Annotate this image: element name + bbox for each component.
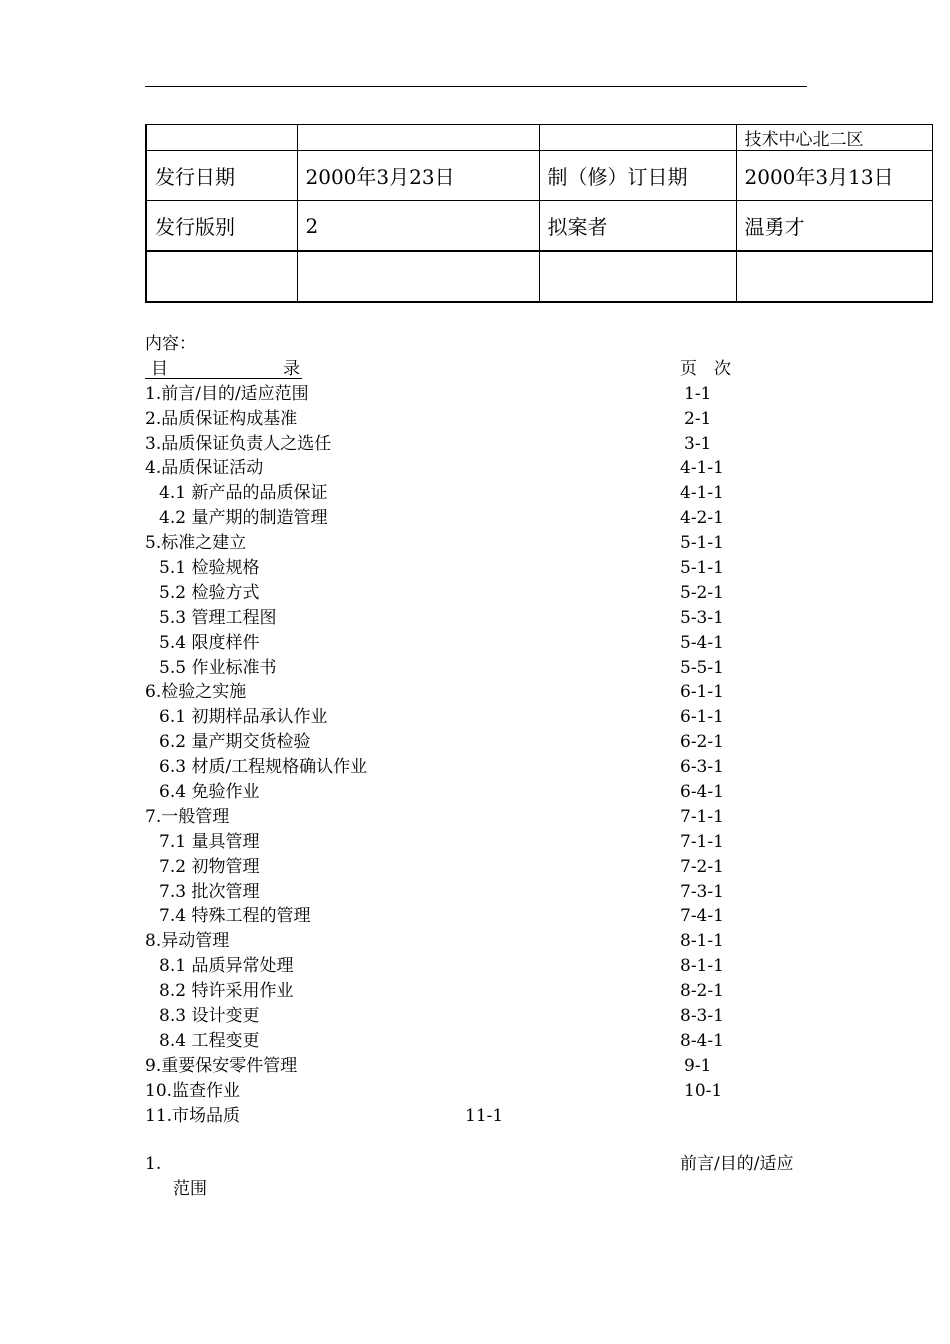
toc-entry — [145, 1004, 845, 1029]
toc-entry-title: 8.4 工程变更 — [159, 1030, 260, 1051]
toc-entry — [145, 631, 845, 656]
info-table-cell: 温勇才 — [736, 201, 932, 252]
toc-entry-page: 8-2-1 — [680, 981, 724, 1002]
toc-entry-title: 5.1 检验规格 — [159, 558, 260, 579]
toc-entry-page: 4-1-1 — [680, 458, 724, 479]
toc-entry — [145, 929, 845, 954]
toc-entry-title: 4.1 新产品的品质保证 — [159, 483, 328, 504]
toc-entry — [145, 805, 845, 830]
info-table-cell — [539, 251, 736, 302]
info-table-cell — [297, 251, 539, 302]
toc-entry-title: 5.2 检验方式 — [159, 582, 260, 603]
toc-entry — [145, 855, 845, 880]
toc-entry — [145, 1104, 845, 1129]
document-info-table — [145, 124, 933, 303]
toc-entry-title: 7.2 初物管理 — [159, 856, 260, 877]
toc-entry-title: 4.2 量产期的制造管理 — [159, 508, 328, 529]
toc-entry-title: 2.品质保证构成基准 — [145, 408, 298, 429]
toc-entry — [145, 656, 845, 681]
toc-header — [145, 357, 845, 382]
toc-entry — [145, 481, 845, 506]
toc-entry — [145, 730, 845, 755]
info-table-row — [146, 125, 932, 151]
toc-entry-page: 5-3-1 — [680, 607, 724, 628]
toc-entry-page: 5-2-1 — [680, 582, 724, 603]
toc-entry-page: 11-1 — [465, 1105, 504, 1126]
info-table-cell: 技术中心北二区 — [736, 125, 932, 151]
toc-entry — [145, 904, 845, 929]
toc-entry-title: 7.一般管理 — [145, 806, 230, 827]
toc-entry — [145, 606, 845, 631]
toc-entry-page: 4-2-1 — [680, 508, 724, 529]
toc-entry-page: 6-1-1 — [680, 682, 724, 703]
info-table-cell — [736, 251, 932, 302]
toc-entry-title: 5.4 限度样件 — [159, 632, 260, 653]
info-table-cell: 拟案者 — [539, 201, 736, 252]
toc-entry — [145, 979, 845, 1004]
toc-entry-page: 4-1-1 — [680, 483, 724, 504]
toc-entry — [145, 755, 845, 780]
toc-entry — [145, 581, 845, 606]
toc-entry — [145, 1054, 845, 1079]
toc-entry — [145, 830, 845, 855]
toc-entry-page: 6-2-1 — [680, 732, 724, 753]
toc-entry-page: 6-4-1 — [680, 782, 724, 803]
info-table-cell: 2000年3月13日 — [736, 151, 932, 201]
info-table-cell: 发行版别 — [146, 201, 297, 252]
toc-entry — [145, 880, 845, 905]
toc-entry — [145, 407, 845, 432]
toc-entry — [145, 954, 845, 979]
toc-entry-title: 7.1 量具管理 — [159, 831, 260, 852]
toc-header-mu: 目 — [151, 358, 168, 379]
toc-entry — [145, 432, 845, 457]
info-table-cell — [146, 251, 297, 302]
toc-entry-title: 9.重要保安零件管理 — [145, 1055, 298, 1076]
toc-entry-page: 7-1-1 — [680, 831, 724, 852]
toc-entry-page: 6-1-1 — [680, 707, 724, 728]
toc-entry — [145, 780, 845, 805]
toc-entry-title: 8.2 特许采用作业 — [159, 981, 294, 1002]
info-table-row — [146, 251, 932, 302]
toc-entry-title: 6.2 量产期交货检验 — [159, 732, 311, 753]
section-number: 1. — [145, 1154, 162, 1174]
toc-entry-page: 9-1 — [684, 1055, 712, 1076]
toc-entry-title: 8.1 品质异常处理 — [159, 956, 294, 977]
toc-entry-page: 7-2-1 — [680, 856, 724, 877]
toc-entry-title: 6.3 材质/工程规格确认作业 — [159, 757, 368, 778]
toc-entry-page: 10-1 — [684, 1080, 723, 1101]
toc-entry-title: 5.3 管理工程图 — [159, 607, 277, 628]
toc-intro: 内容： — [145, 334, 196, 354]
header-rule — [145, 86, 807, 87]
toc-entry-title: 5.标准之建立 — [145, 533, 247, 554]
toc-entry-page: 8-1-1 — [680, 931, 724, 952]
toc-entry-page: 5-5-1 — [680, 657, 724, 678]
toc-entry-page: 5-1-1 — [680, 533, 724, 554]
toc-entry — [145, 382, 845, 407]
toc-entry-title: 6.1 初期样品承认作业 — [159, 707, 328, 728]
section-title-part-1: 前言/目的/适应 — [680, 1154, 794, 1174]
toc-entry-title: 7.3 批次管理 — [159, 881, 260, 902]
section-1-heading — [145, 1152, 845, 1202]
toc-entry-title: 8.3 设计变更 — [159, 1006, 260, 1027]
toc-entry-title: 5.5 作业标准书 — [159, 657, 277, 678]
toc-entry-title: 10.监查作业 — [145, 1080, 241, 1101]
toc-entry-title: 4.品质保证活动 — [145, 458, 264, 479]
toc-entry-title: 7.4 特殊工程的管理 — [159, 906, 311, 927]
toc-entry-page: 8-3-1 — [680, 1006, 724, 1027]
toc-entry — [145, 506, 845, 531]
info-table-cell — [146, 125, 297, 151]
toc-entry-page: 3-1 — [684, 433, 712, 454]
toc-entry-title: 6.4 免验作业 — [159, 782, 260, 803]
toc-entry — [145, 1079, 845, 1104]
toc-entry-title: 11.市场品质 — [145, 1105, 241, 1126]
toc-entry-page: 7-4-1 — [680, 906, 724, 927]
toc-entry — [145, 705, 845, 730]
toc-entry-page: 1-1 — [684, 383, 712, 404]
toc-entry — [145, 680, 845, 705]
info-table-row — [146, 201, 932, 252]
toc-entry-title: 6.检验之实施 — [145, 682, 247, 703]
toc-header-page: 页 次 — [680, 358, 731, 379]
toc-entry — [145, 456, 845, 481]
toc-entry-page: 7-3-1 — [680, 881, 724, 902]
toc-entry-page: 6-3-1 — [680, 757, 724, 778]
toc-entry-title: 1.前言/目的/适应范围 — [145, 383, 309, 404]
toc-entry — [145, 556, 845, 581]
toc-entry-page: 7-1-1 — [680, 806, 724, 827]
toc-entry-title: 8.异动管理 — [145, 931, 230, 952]
toc-entry-title: 3.品质保证负责人之选任 — [145, 433, 332, 454]
info-table-row — [146, 151, 932, 201]
toc-entry-page: 8-4-1 — [680, 1030, 724, 1051]
toc-entry — [145, 531, 845, 556]
toc-entry-page: 5-1-1 — [680, 558, 724, 579]
toc-entry-page: 8-1-1 — [680, 956, 724, 977]
info-table-cell: 制（修）订日期 — [539, 151, 736, 201]
info-table-cell — [297, 125, 539, 151]
toc-header-underline — [145, 378, 302, 379]
toc-header-lu: 录 — [283, 358, 300, 379]
toc-entry-page: 5-4-1 — [680, 632, 724, 653]
toc-entry — [145, 1029, 845, 1054]
info-table-cell: 2 — [297, 201, 539, 252]
table-of-contents — [145, 332, 845, 1129]
info-table-cell: 2000年3月23日 — [297, 151, 539, 201]
info-table-cell: 发行日期 — [146, 151, 297, 201]
section-title-part-2: 范围 — [173, 1179, 207, 1199]
info-table-cell — [539, 125, 736, 151]
toc-entry-page: 2-1 — [684, 408, 712, 429]
